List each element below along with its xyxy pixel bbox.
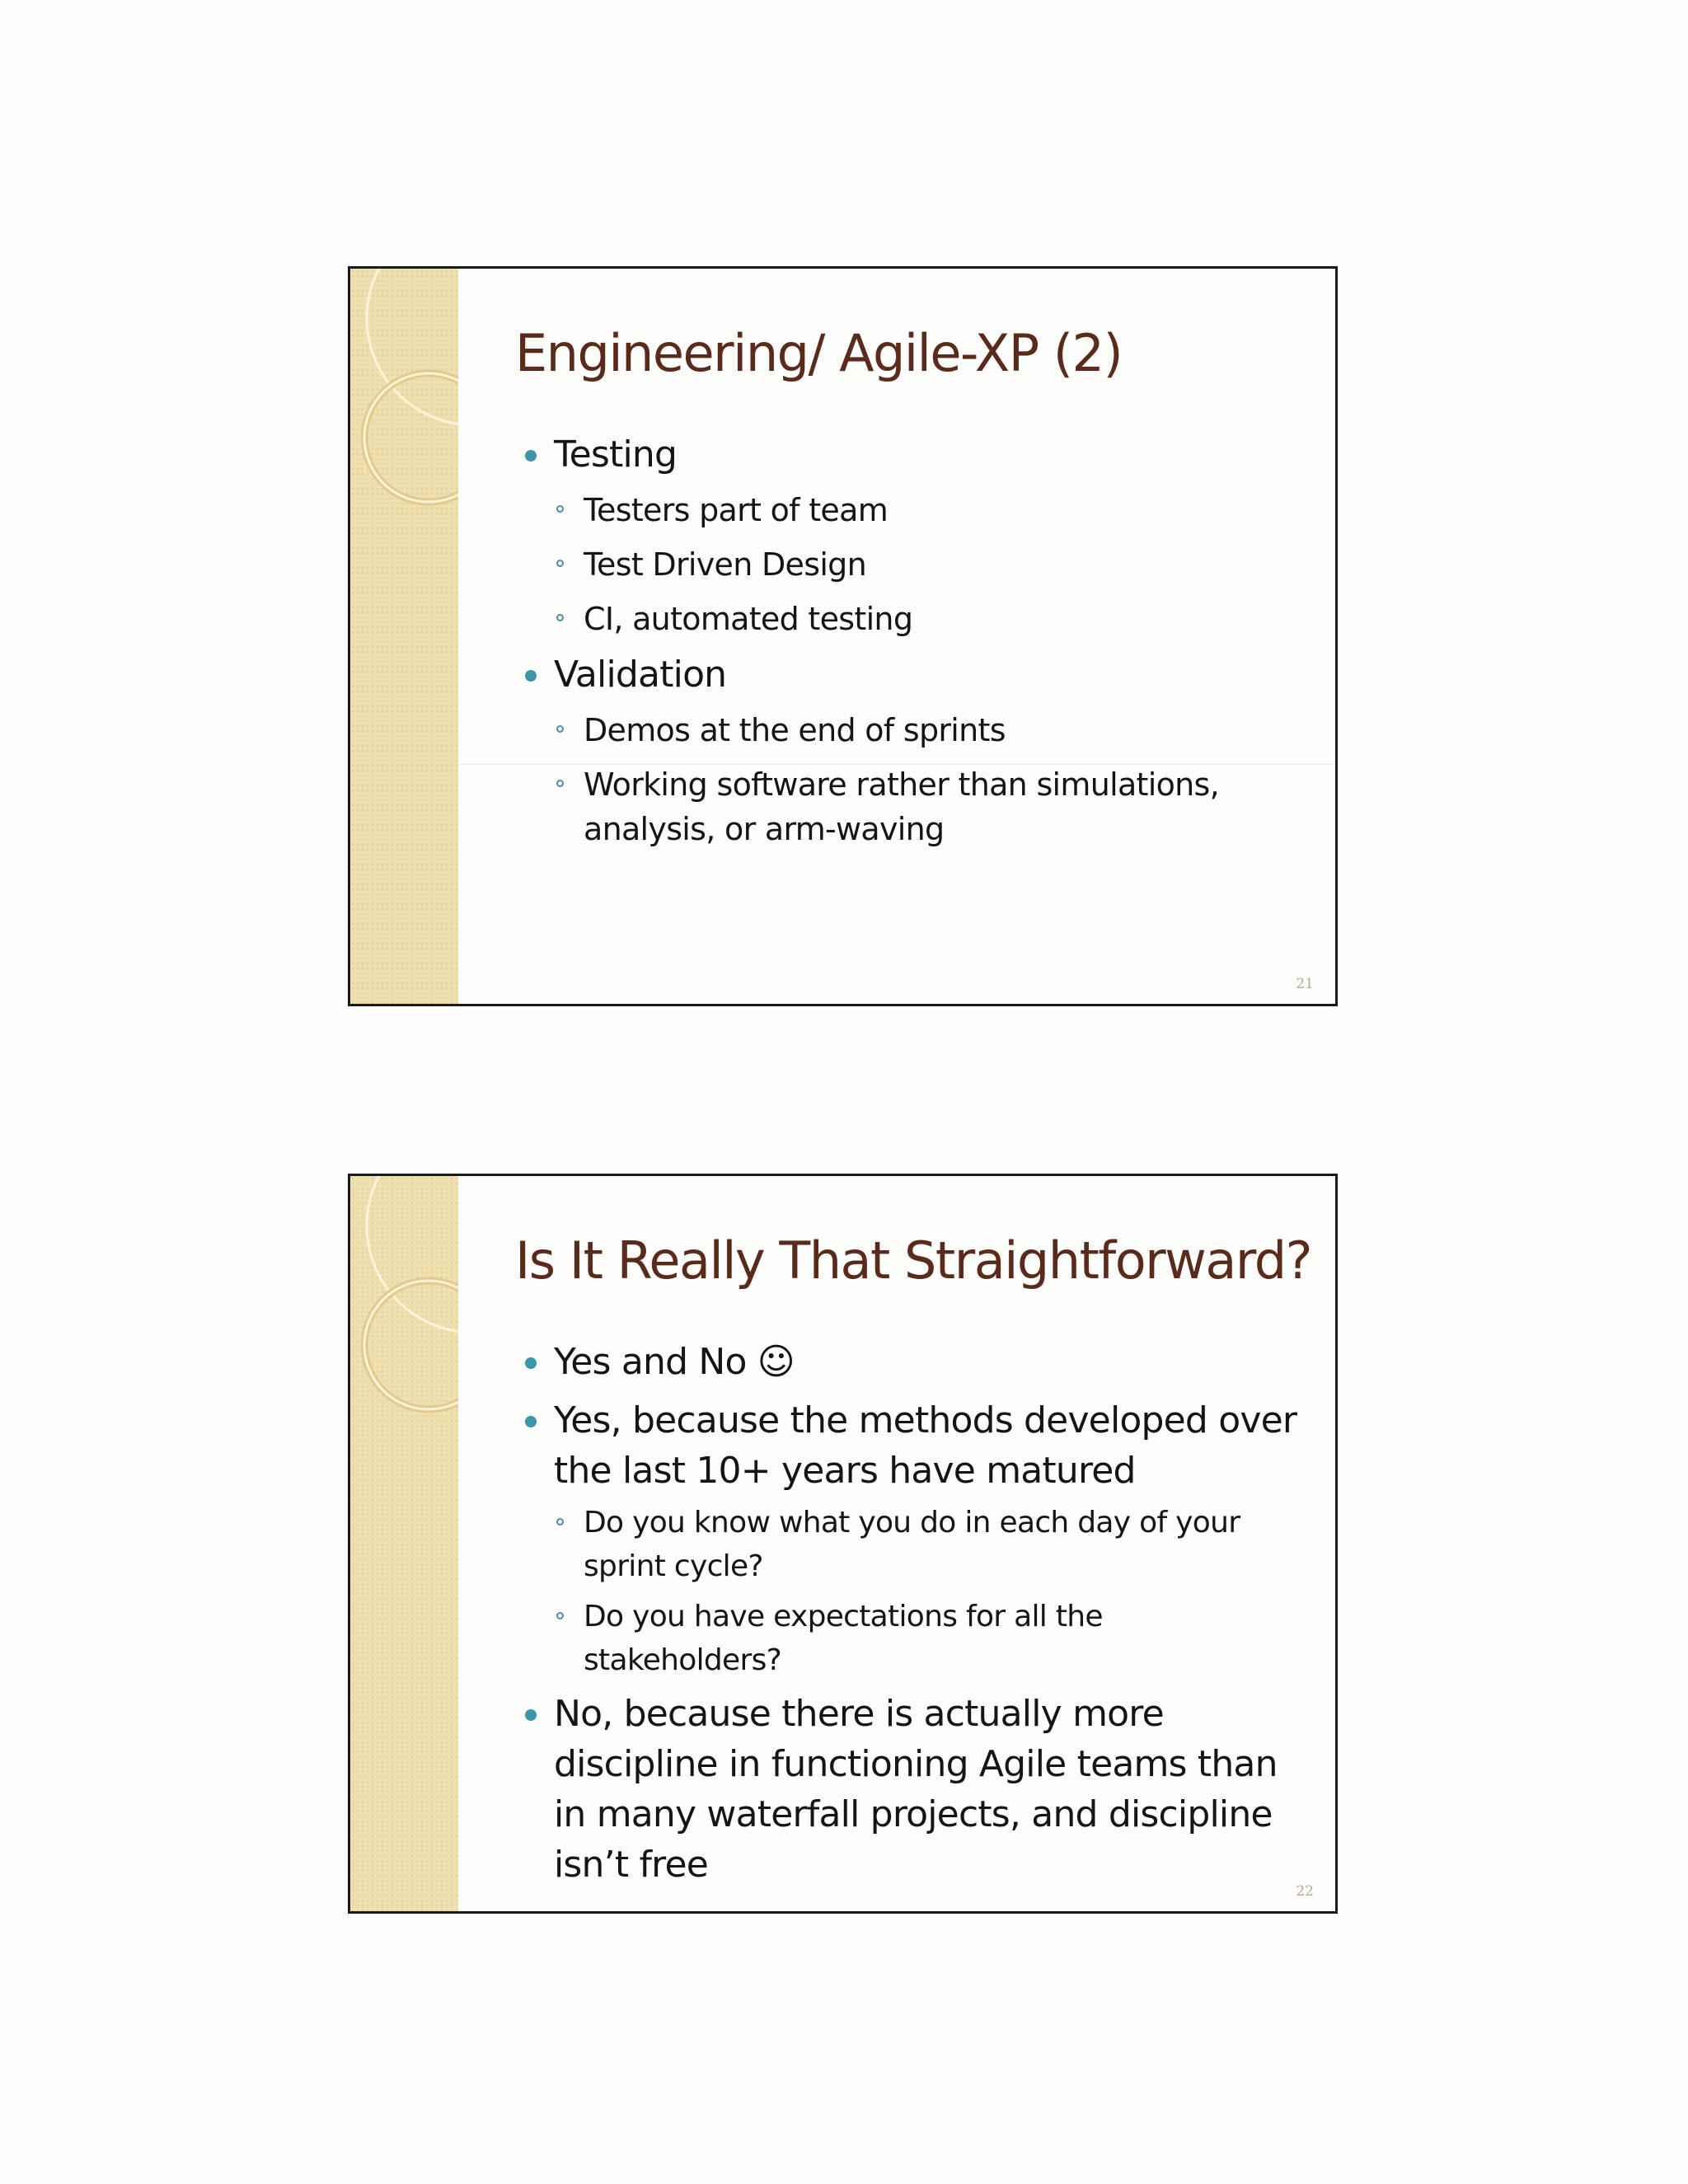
slide-22 [348, 1174, 1338, 1914]
sub-bullet-item [515, 488, 1302, 532]
sub-bullet-ring-icon [556, 780, 564, 787]
bullet-item [515, 429, 1302, 480]
bullet-item [515, 1395, 1302, 1496]
slide-title: Engineering/ Agile-XP (2) [515, 323, 1123, 383]
sub-bullet-ring-icon [556, 560, 564, 567]
sub-bullet-ring-icon [556, 725, 564, 733]
bullet-dot-icon [525, 1357, 537, 1369]
bullet-dot-icon [525, 1709, 537, 1721]
bullet-text: Validation [554, 654, 727, 696]
bullet-text: No, because there is actually more discipline in functioning Agile teams than in many waterfall projects, and discipline isn’t free [554, 1693, 1278, 1886]
slide-21 [348, 266, 1338, 1006]
sub-bullet-text: Demos at the end of sprints [584, 712, 1006, 748]
sub-bullet-text: Do you have expectations for all the stakeholders? [584, 1600, 1103, 1677]
sub-bullet-text: Working software rather than simulations, analysis, or arm-waving [584, 766, 1220, 847]
bullet-dot-icon [525, 1416, 537, 1427]
sub-bullet-text: CI, automated testing [584, 601, 913, 637]
slide-content [515, 429, 1302, 851]
bullet-dot-icon [525, 450, 537, 462]
slide-number: 21 [1296, 976, 1314, 992]
slide-content [515, 1337, 1302, 1890]
decorative-stripe [350, 269, 458, 1004]
sub-bullet-item [515, 597, 1302, 641]
decorative-circles-icon [350, 1176, 458, 1423]
bullet-item [515, 1337, 1302, 1387]
bullet-item [515, 1689, 1302, 1890]
decorative-stripe [350, 1176, 458, 1911]
sub-bullet-item [515, 762, 1302, 851]
bullet-text: Testing [554, 434, 678, 476]
sub-bullet-text: Do you know what you do in each day of your sprint cycle? [584, 1506, 1240, 1583]
sub-bullet-item [515, 1595, 1302, 1682]
sub-bullet-ring-icon [556, 1518, 564, 1526]
sub-bullet-item [515, 708, 1302, 752]
bullet-text: Yes, because the methods developed over the last 10+ years have matured [554, 1399, 1297, 1492]
slide-number: 22 [1296, 1883, 1314, 1900]
sub-bullet-item [515, 542, 1302, 587]
sub-bullet-text: Test Driven Design [584, 546, 866, 583]
sub-bullet-ring-icon [556, 505, 564, 513]
sub-bullet-ring-icon [556, 1612, 564, 1619]
sub-bullet-ring-icon [556, 614, 564, 621]
sub-bullet-text: Testers part of team [584, 492, 889, 528]
bullet-item [515, 649, 1302, 700]
decorative-circles-icon [350, 269, 458, 516]
bullet-dot-icon [525, 670, 537, 682]
slide-title: Is It Really That Straightforward? [515, 1230, 1312, 1291]
bullet-text: Yes and No ☺ [554, 1341, 795, 1383]
sub-bullet-item [515, 1501, 1302, 1588]
